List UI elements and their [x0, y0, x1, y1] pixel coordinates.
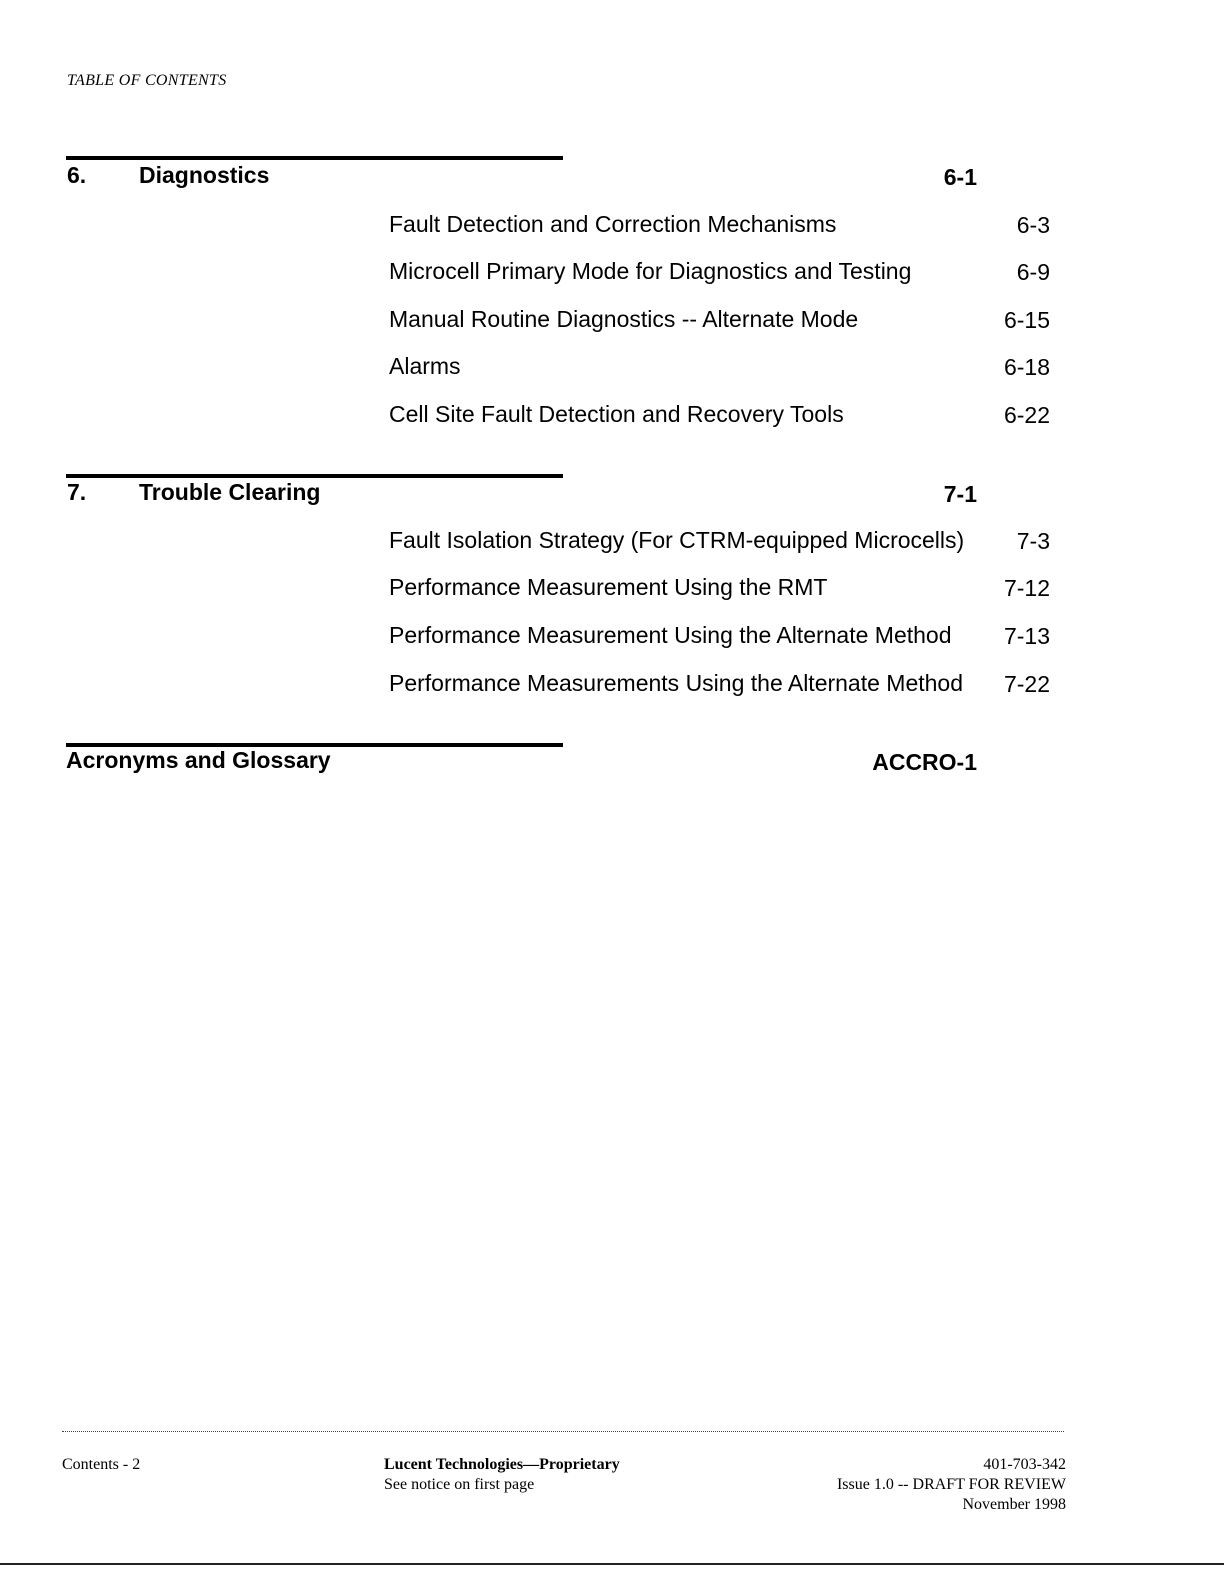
toc-entry-page[interactable]: 6-22	[1003, 402, 1050, 428]
chapter-number: 7.	[67, 479, 87, 505]
footer-issue: Issue 1.0 -- DRAFT FOR REVIEW	[836, 1476, 1066, 1493]
toc-entry-title[interactable]: Fault Detection and Correction Mechanisms	[389, 211, 837, 237]
running-head: TABLE OF CONTENTS	[67, 72, 227, 89]
footer-proprietary: Lucent Technologies—Proprietary	[384, 1456, 620, 1473]
toc-entry-page[interactable]: 7-13	[1003, 623, 1050, 649]
footer-proprietary-block	[384, 1455, 620, 1495]
toc-entry-title[interactable]: Performance Measurement Using the Alternate Method	[389, 622, 952, 648]
toc-entry-title[interactable]: Performance Measurements Using the Alternate Method	[389, 670, 964, 696]
toc-entry-page[interactable]: 6-3	[1016, 212, 1050, 238]
page-bottom-edge	[0, 1563, 1224, 1565]
toc-entry-title[interactable]: Microcell Primary Mode for Diagnostics and Testing	[389, 258, 912, 284]
toc-entry-page[interactable]: 6-18	[1003, 354, 1050, 380]
toc-entry-title[interactable]: Performance Measurement Using the RMT	[389, 574, 828, 600]
toc-entry-page[interactable]: 6-9	[1016, 259, 1050, 285]
chapter-page[interactable]: 6-1	[943, 164, 977, 190]
footer-notice: See notice on first page	[384, 1476, 535, 1493]
chapter-title[interactable]: Diagnostics	[139, 162, 270, 188]
toc-entry-page[interactable]: 7-12	[1003, 575, 1050, 601]
toc-entry-page[interactable]: 7-22	[1003, 671, 1050, 697]
footer-date: November 1998	[962, 1496, 1066, 1513]
chapter-number: 6.	[67, 162, 87, 188]
toc-entry-title[interactable]: Fault Isolation Strategy (For CTRM-equipped Microcells)	[389, 527, 965, 553]
toc-entry-title[interactable]: Alarms	[389, 353, 461, 379]
toc-entry-title[interactable]: Cell Site Fault Detection and Recovery Tools	[389, 401, 844, 427]
appendix-page[interactable]: ACCRO-1	[872, 749, 977, 775]
footer-doc-info	[837, 1455, 1066, 1515]
chapter-rule	[66, 474, 563, 478]
chapter-rule	[66, 156, 563, 160]
footer-page-label: Contents - 2	[62, 1456, 141, 1473]
toc-entry-page[interactable]: 6-15	[1003, 307, 1050, 333]
toc-entry-title[interactable]: Manual Routine Diagnostics -- Alternate Mode	[389, 306, 859, 332]
chapter-page[interactable]: 7-1	[943, 481, 977, 507]
chapter-title[interactable]: Trouble Clearing	[139, 479, 321, 505]
toc-entry-page[interactable]: 7-3	[1016, 528, 1050, 554]
appendix-title[interactable]: Acronyms and Glossary	[66, 747, 331, 773]
footer-doc-number: 401-703-342	[983, 1456, 1066, 1473]
footer-divider	[62, 1431, 1064, 1432]
